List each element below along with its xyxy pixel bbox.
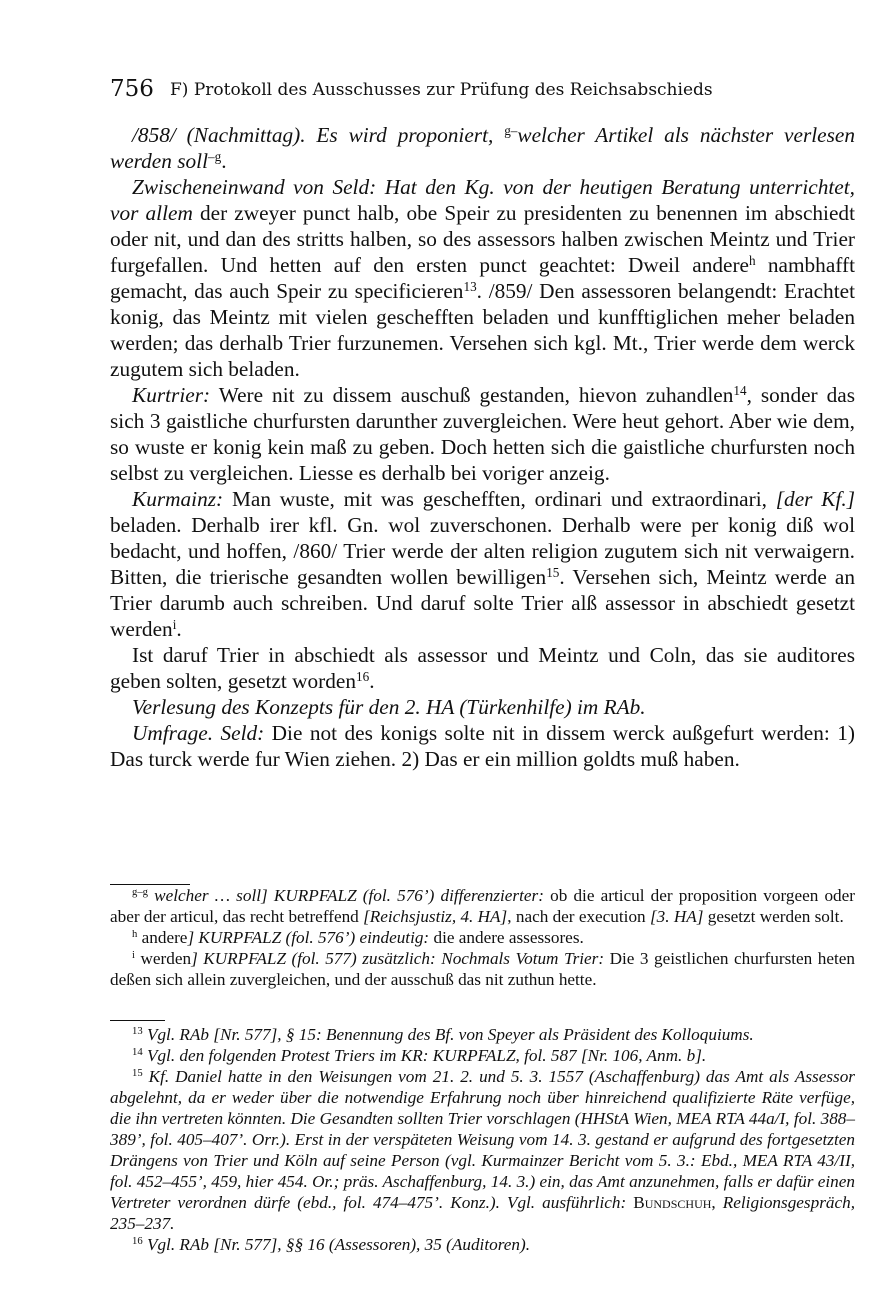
paragraph bbox=[110, 694, 855, 720]
text-run: Kurtrier: bbox=[132, 383, 211, 407]
textual-note bbox=[110, 948, 855, 990]
text-run: Kurmainz: bbox=[132, 487, 224, 511]
text-run: andere bbox=[137, 928, 188, 947]
text-run: welcher … soll] KURPFALZ (fol. 576’) differenzierter: bbox=[147, 886, 544, 905]
text-run: . bbox=[369, 669, 375, 693]
text-run: . Versehen sich, Meintz werde an Trier darumb auch schreiben. Und daruf solte Trier alß assessor in abschiedt gesetzt werden bbox=[110, 565, 855, 641]
footnote bbox=[110, 1045, 855, 1066]
running-title: F) Protokoll des Ausschusses zur Prüfung des Reichsabschieds bbox=[170, 80, 713, 100]
paragraph bbox=[110, 642, 855, 694]
note-marker: 16 bbox=[132, 1236, 143, 1248]
text-run: Bundschuh bbox=[633, 1193, 712, 1212]
footnotes bbox=[110, 1024, 855, 1255]
text-run: . /859/ Den assessoren belangendt: Erachtet konig, das Meintz mit vielen geschefften beladen und kunfftiglichen meher beladen werden; das derhalb Trier furzunemen. Versehen sich kgl. Mt., Trier werde dem werck zugutem sich beladen. bbox=[110, 279, 855, 381]
text-run: , nach der execution bbox=[507, 907, 650, 926]
text-run: ] KURPFALZ (fol. 576’) eindeutig: bbox=[187, 928, 430, 947]
paragraph bbox=[110, 174, 855, 382]
text-run: Religionsgespräch, 235–237. bbox=[110, 1193, 855, 1233]
note-marker: i bbox=[172, 616, 177, 632]
text-run: /858/ (Nachmittag). Es wird proponiert, bbox=[132, 123, 505, 147]
text-run: . bbox=[221, 149, 227, 173]
note-marker: g–g bbox=[132, 887, 148, 899]
text-run: Umfrage. Seld: bbox=[132, 721, 265, 745]
text-run: , bbox=[711, 1193, 723, 1212]
paragraph bbox=[110, 122, 855, 174]
note-marker: 16 bbox=[356, 668, 370, 684]
note-marker: –g bbox=[208, 148, 222, 164]
text-run: Ist daruf Trier in abschiedt als assessor und Meintz und Coln, das sie auditores geben solten, gesetzt worden bbox=[110, 643, 855, 693]
main-text bbox=[110, 122, 855, 772]
textual-note bbox=[110, 927, 855, 948]
text-run: welcher Artikel als nächster verlesen werden soll bbox=[110, 123, 855, 173]
text-run: . bbox=[176, 617, 182, 641]
note-marker: 14 bbox=[733, 382, 747, 398]
footnotes-divider bbox=[110, 1020, 165, 1021]
textual-note bbox=[110, 885, 855, 927]
paragraph bbox=[110, 382, 855, 486]
note-marker: h bbox=[132, 929, 138, 941]
text-run: Man wuste, mit was geschefften, ordinari und extraordinari, bbox=[223, 487, 776, 511]
textual-notes bbox=[110, 885, 855, 990]
text-run: Vgl. RAb [Nr. 577], §§ 16 (Assessoren), 35 (Auditoren). bbox=[142, 1235, 530, 1254]
text-run: ob die articul der proposition vorgeen oder aber der articul, das recht betreffend bbox=[110, 886, 856, 926]
footnote bbox=[110, 1024, 855, 1045]
page-header bbox=[110, 76, 855, 106]
paragraph bbox=[110, 720, 855, 772]
text-run: [3. HA] bbox=[649, 907, 704, 926]
text-run: Verlesung des Konzepts für den 2. HA (Türkenhilfe) im RAb. bbox=[132, 695, 646, 719]
paragraph bbox=[110, 486, 855, 642]
text-run: , sonder das sich 3 gaistliche churfursten darunther zuvergleichen. Were heut gehort. Aber wie dem, so wuste er konig kein maß zu geben. Doch hetten sich die gaistliche churfursten noch selbst zu vergleichen. Liesse es derhalb bei voriger anzeig. bbox=[110, 383, 856, 485]
text-run: Die not des konigs solte nit in dissem werck außgefurt werden: 1) Das turck werde fur Wien ziehen. 2) Das er ein million goldts muß haben. bbox=[110, 721, 855, 771]
note-marker: i bbox=[132, 950, 135, 962]
text-run: Zwischeneinwand von Seld: Hat den Kg. von der heutigen Beratung unterrichtet, vor allem bbox=[110, 175, 855, 225]
text-run: gesetzt werden solt. bbox=[703, 907, 844, 926]
note-marker: 13 bbox=[132, 1026, 143, 1038]
text-run: Die 3 geistlichen churfursten heten deßen sich allein zuvergleichen, und der ausschuß das nit zuthun hette. bbox=[110, 949, 855, 989]
text-run: nambhafft gemacht, das auch Speir zu specificieren bbox=[110, 253, 855, 303]
text-run: Vgl. den folgenden Protest Triers im KR: KURPFALZ, fol. 587 [Nr. 106, Anm. b]. bbox=[142, 1046, 707, 1065]
note-marker: 15 bbox=[132, 1068, 143, 1080]
footnote bbox=[110, 1234, 855, 1255]
note-marker: h bbox=[749, 252, 756, 268]
text-run: Vgl. RAb [Nr. 577], § 15: Benennung des Bf. von Speyer als Präsident des Kolloquiums. bbox=[142, 1025, 754, 1044]
text-run: Were nit zu dissem auschuß gestanden, hievon zuhandlen bbox=[210, 383, 734, 407]
text-run: die andere assessores. bbox=[429, 928, 584, 947]
text-run: Kf. Daniel hatte in den Weisungen vom 21. 2. und 5. 3. 1557 (Aschaffenburg) das Amt als Assessor abgelehnt, da er weder über die notwendige Erfahrung noch über hinreichend qualifizierte Räte verfüge, die ihn vertreten könnten. Die Gesandten sollten Trier vorschlagen (HHStA Wien, MEA RTA 44a/I, fol. 388–389’, fol. 405–407’. Orr.). Erst in der verspäteten Weisung vom 14. 3. gestand er aufgrund des fortgesetzten Drängens von Trier und Köln auf seine Person (vgl. Kurmainzer Bericht vom 5. 3.: Ebd., MEA RTA 43/II, fol. 452–455’, 459, hier 454. Or.; präs. Aschaffenburg, 14. 3.) ein, das Amt anzunehmen, falls er dafür einen Vertreter verordnen dürfe (ebd., fol. 474–475’. Konz.). Vgl. ausführlich: bbox=[110, 1067, 855, 1212]
text-run: der zweyer punct halb, obe Speir zu presidenten zu benennen im abschiedt oder nit, und dan des stritts halben, so des assessors halben zwischen Meintz und Trier furgefallen. Und hetten auf den ersten punct geachtet: Dweil andere bbox=[110, 201, 855, 277]
text-run: werden bbox=[134, 949, 192, 968]
note-marker: 15 bbox=[546, 564, 560, 580]
text-run: [der Kf.] bbox=[775, 487, 855, 511]
note-marker: 13 bbox=[463, 278, 477, 294]
footnote bbox=[110, 1066, 855, 1234]
note-marker: 14 bbox=[132, 1047, 143, 1059]
note-marker: g– bbox=[504, 122, 518, 138]
text-run: beladen. Derhalb irer kfl. Gn. wol zuverschonen. Derhalb were per konig diß wol bedacht, und hoffen, /860/ Trier werde der alten religion zugutem sich nit verwaigern. Bitten, die trierische gesandten wollen bewilligen bbox=[110, 513, 855, 589]
text-run: ] KURPFALZ (fol. 577) zusätzlich: Nochmals Votum Trier: bbox=[191, 949, 605, 968]
text-run: [Reichsjustiz, 4. HA] bbox=[363, 907, 508, 926]
page-number: 756 bbox=[110, 76, 154, 102]
